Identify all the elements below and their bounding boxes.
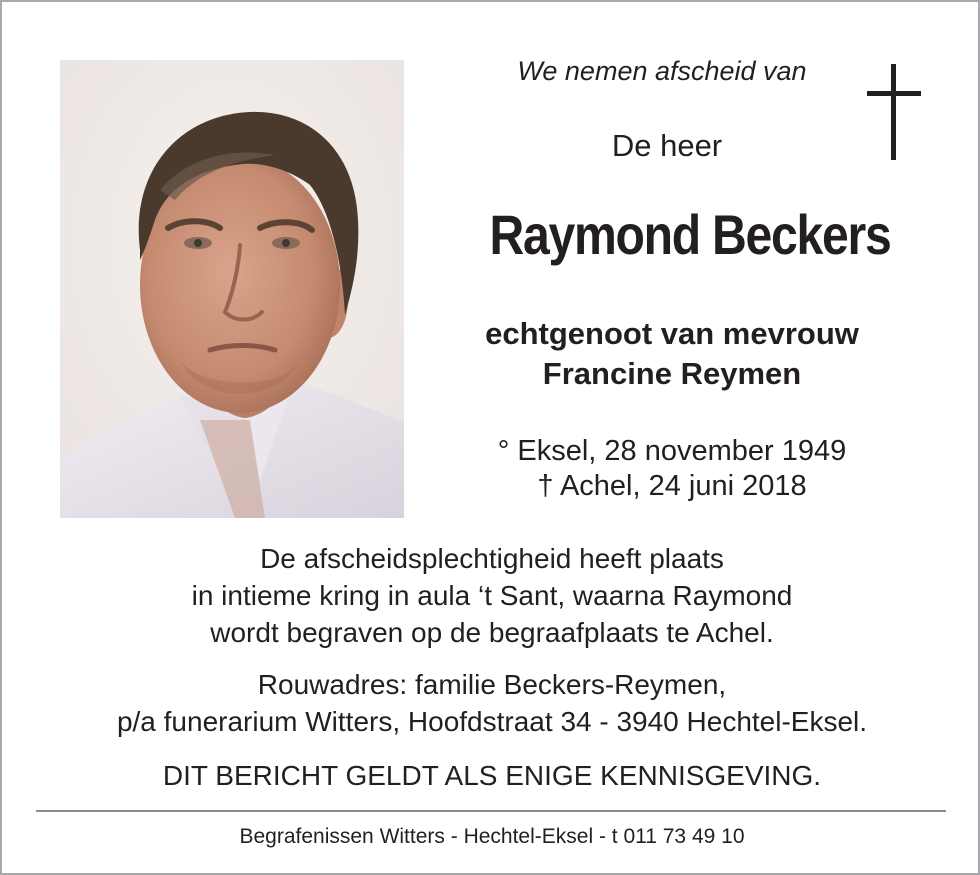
death-date: † Achel, 24 juni 2018 [537, 470, 807, 502]
life-dates [432, 434, 912, 504]
notice-text: DIT BERICHT GELDT ALS ENIGE KENNISGEVING. [162, 760, 822, 791]
salutation: De heer [611, 128, 723, 163]
address-line-1: Rouwadres: familie Beckers-Reymen, [257, 669, 727, 700]
ceremony-text [42, 540, 942, 651]
ceremony-line-2: in intieme kring in aula ‘t Sant, waarna Raymond [191, 580, 793, 611]
intro-text: We nemen afscheid van [517, 56, 807, 86]
portrait-photo [60, 60, 404, 518]
birth-date: ° Eksel, 28 november 1949 [497, 435, 847, 467]
deceased-name: Raymond Beckers [489, 203, 891, 266]
spouse-line-1: echtgenoot van mevrouw [485, 316, 859, 351]
footer-text: Begrafenissen Witters - Hechtel-Eksel - t 011 73 49 10 [239, 825, 745, 848]
ceremony-line-3: wordt begraven op de begraafplaats te Achel. [210, 617, 774, 648]
mourning-address [42, 666, 942, 740]
spouse-line-2: Francine Reymen [542, 356, 802, 391]
ceremony-line-1: De afscheidsplechtigheid heeft plaats [260, 543, 724, 574]
address-line-2: p/a funerarium Witters, Hoofdstraat 34 - 3940 Hechtel-Eksel. [116, 706, 868, 737]
divider [36, 810, 946, 812]
spouse-block [432, 314, 912, 394]
